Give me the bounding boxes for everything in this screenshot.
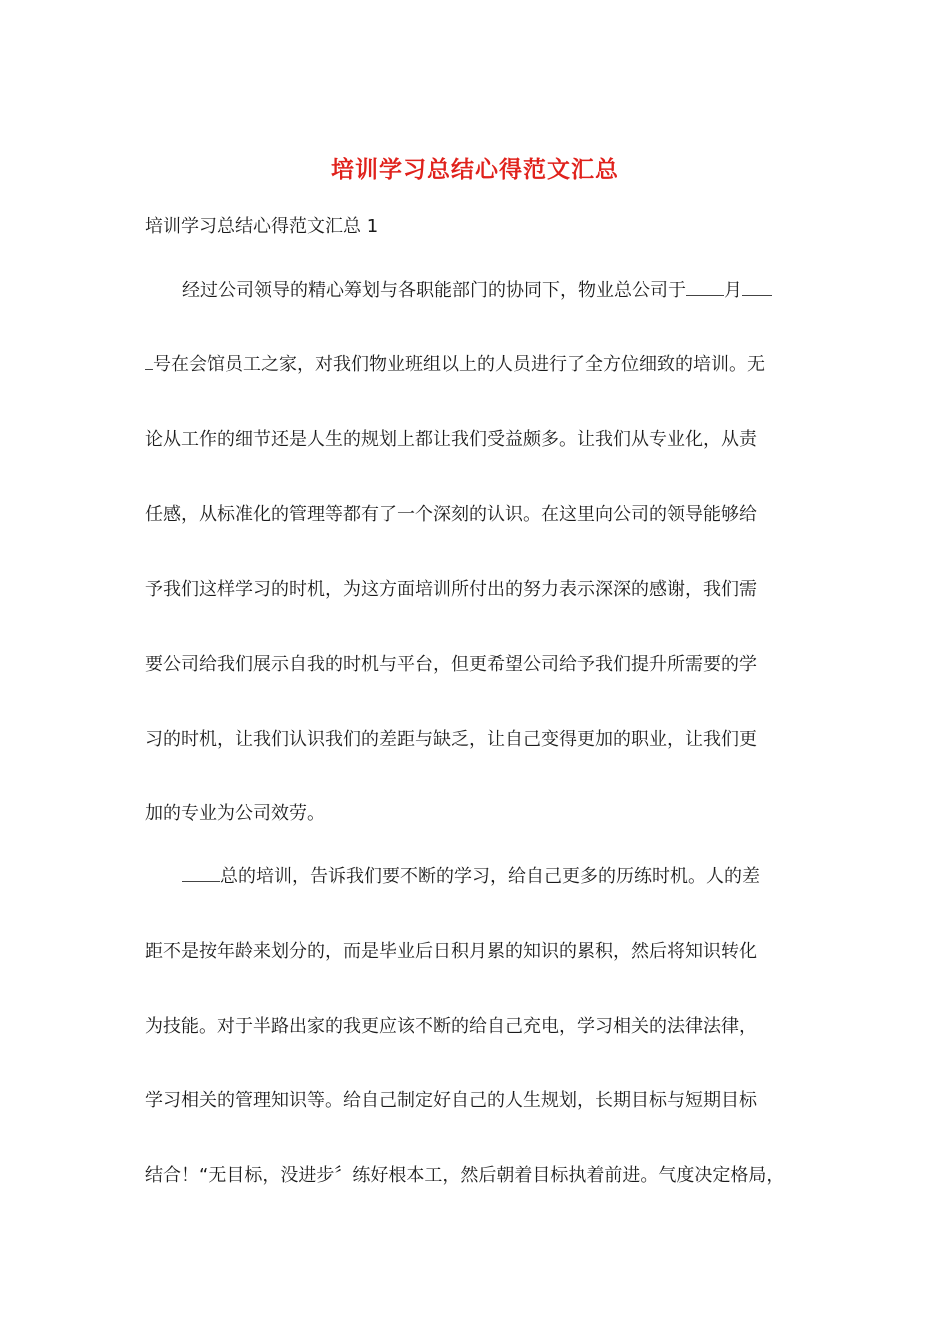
paragraph-1-line-4: 任感，从标准化的管理等都有了一个深刻的认识。在这里向公司的领导能够给: [145, 504, 757, 525]
paragraph-1-line-2: [145, 350, 765, 376]
paragraph-2-line-5: 结合！“无目标，没进步〞练好根本工，然后朝着目标执着前进。气度决定格局，: [145, 1165, 785, 1186]
paragraph-2-text-l1: 总的培训，告诉我们要不断的学习，给自己更多的历练时机。人的差: [220, 866, 760, 887]
paragraph-2-line-2: 距不是按年龄来划分的，而是毕业后日积月累的知识的累积，然后将知识转化: [145, 941, 757, 962]
blank-day: [742, 277, 772, 296]
paragraph-2-line-1: [182, 862, 760, 888]
section-heading: 培训学习总结心得范文汇总 1: [145, 216, 379, 237]
paragraph-2-line-4: 学习相关的管理知识等。给自己制定好自己的人生规划，长期目标与短期目标: [145, 1090, 757, 1111]
paragraph-2-line-3: 为技能。对于半路出家的我更应该不断的给自己充电，学习相关的法律法律，: [145, 1016, 757, 1037]
paragraph-1-line-1: [182, 276, 772, 302]
paragraph-1-line-3: 论从工作的细节还是人生的规划上都让我们受益颇多。让我们从专业化，从责: [145, 429, 757, 450]
document-title: 培训学习总结心得范文汇总: [331, 156, 619, 183]
paragraph-1-text-b: 月: [724, 280, 742, 301]
paragraph-1-line-8: 加的专业为公司效劳。: [145, 803, 325, 824]
blank-month: [686, 277, 724, 296]
blank-name: [182, 863, 220, 882]
paragraph-1-line-7: 习的时机，让我们认识我们的差距与缺乏，让自己变得更加的职业，让我们更: [145, 729, 757, 750]
paragraph-1-line-6: 要公司给我们展示自我的时机与平台，但更希望公司给予我们提升所需要的学: [145, 654, 757, 675]
blank-day-cont: [145, 351, 153, 370]
paragraph-1-text-a: 经过公司领导的精心筹划与各职能部门的协同下，物业总公司于: [182, 280, 686, 301]
paragraph-1-line-5: 予我们这样学习的时机，为这方面培训所付出的努力表示深深的感谢，我们需: [145, 579, 757, 600]
paragraph-1-text-l2: 号在会馆员工之家，对我们物业班组以上的人员进行了全方位细致的培训。无: [153, 354, 765, 375]
